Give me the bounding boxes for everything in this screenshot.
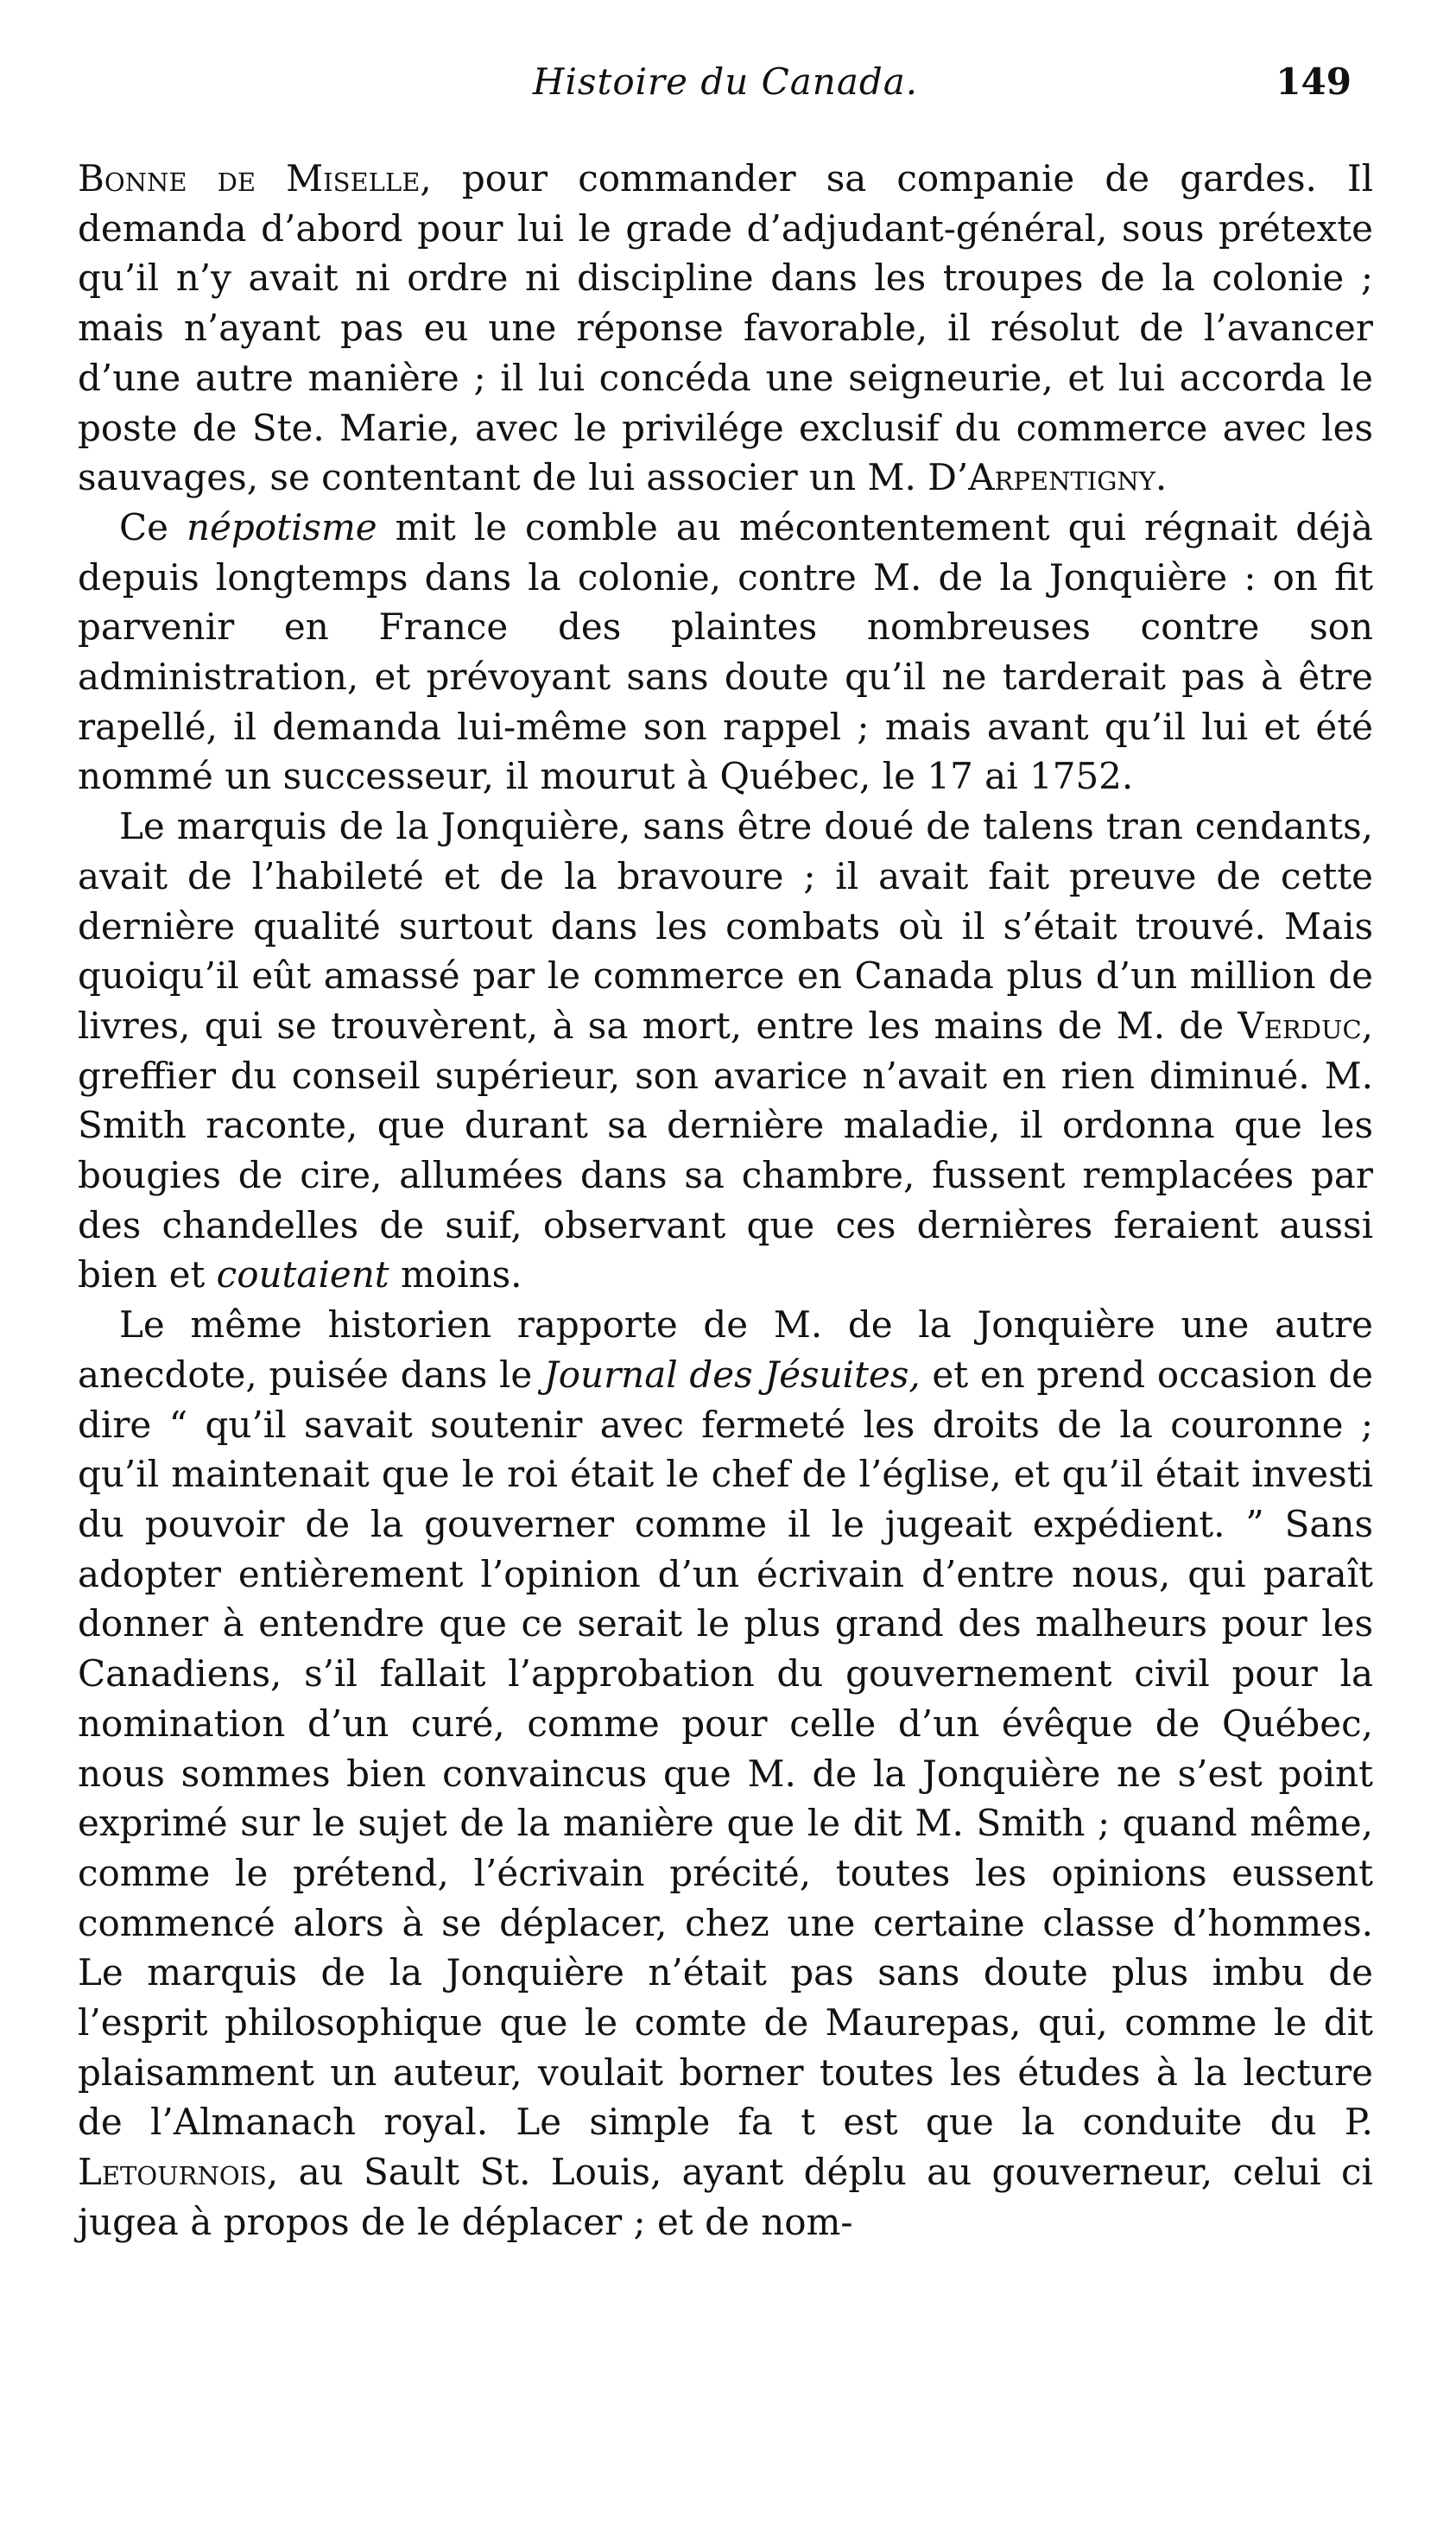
text-segment: Le marquis de la Jonquière, sans être doué de talens tran cendants, avait de l’habileté et de la bravoure ; il avait fait preuve de cette dernière qualité surtout dans les combats où il s’était trouvé. Mais quoiqu’il eût amassé par le commerce en Canada plus d’un million de livres, qui se trouvèrent, à sa mort, entre les mains de M. de: [78, 805, 1373, 1047]
running-head: [78, 52, 1373, 130]
italic-text: Journal des Jésuites,: [543, 1353, 921, 1396]
italic-text: népotisme: [187, 505, 377, 548]
small-caps-name: Bonne de Miselle,: [78, 157, 432, 200]
italic-text: coutaient: [216, 1253, 389, 1296]
paragraph: [78, 802, 1373, 1300]
running-title: Histoire du Canada.: [532, 60, 919, 103]
text-segment: Ce: [119, 505, 187, 548]
small-caps-name: Letournois,: [78, 2151, 279, 2194]
body-text: [78, 154, 1373, 2247]
small-caps-name: Verduc,: [1238, 1004, 1373, 1047]
document-page: [78, 52, 1373, 2505]
text-segment: moins.: [389, 1253, 522, 1296]
text-segment: greffier du conseil supérieur, son avarice n’avait en rien diminué. M. Smith raconte, que durant sa dernière maladie, il ordonna que les bougies de cire, allumées dans sa chambre, fussent remplacées par des chandelles de suif, observant que ces dernières feraient aussi bien et: [78, 1054, 1373, 1296]
paragraph: [78, 1300, 1373, 2247]
text-segment: au Sault St. Louis, ayant déplu au gouverneur, celui ci jugea à propos de le déplacer ; et de nom-: [78, 2151, 1373, 2243]
text-segment: mit le comble au mécontentement qui régnait déjà depuis longtemps dans la colonie, contre M. de la Jonquière : on fit parvenir en France des plaintes nombreuses contre son administration, et prévoyant sans doute qu’il ne tarderait pas à être rapellé, il demanda lui-même son rappel ; mais avant qu’il lui et été nommé un successeur, il mourut à Québec, le 17 ai 1752.: [78, 505, 1374, 798]
text-segment: Le même historien rapporte de M. de la Jonquière une autre anecdote, puisée dans le: [78, 1303, 1373, 1396]
small-caps-name: D’Arpentigny.: [927, 456, 1168, 499]
text-segment: pour commander sa companie de gardes. Il demanda d’abord pour lui le grade d’adjudant-général, sous prétexte qu’il n’y avait ni ordre ni discipline dans les troupes de la colonie ; mais n’ayant pas eu une réponse favorable, il résolut de l’avancer d’une autre manière ; il lui concéda une seigneurie, et lui accorda le poste de Ste. Marie, avec le privilége exclusif du commerce avec les sauvages, se contentant de lui associer un M.: [78, 157, 1373, 499]
paragraph: [78, 154, 1373, 503]
text-segment: et en prend occasion de dire “ qu’il savait soutenir avec fermeté les droits de la couronne ; qu’il maintenait que le roi était le chef de l’église, et qu’il était investi du pouvoir de la gouverner comme il le jugeait expédient. ” Sans adopter entièrement l’opinion d’un écrivain d’entre nous, qui paraît donner à entendre que ce serait le plus grand des malheurs pour les Canadiens, s’il fallait l’approbation du gouvernement civil pour la nomination d’un curé, comme pour celle d’un évêque de Québec, nous sommes bien convaincus que M. de la Jonquière ne s’est point exprimé sur le sujet de la manière que le dit M. Smith ; quand même, comme le prétend, l’écrivain précité, toutes les opinions eussent commencé alors à se déplacer, chez une certaine classe d’hommes. Le marquis de la Jonquière n’était pas sans doute plus imbu de l’esprit philosophique que le comte de Maurepas, qui, comme le dit plaisamment un auteur, voulait borner toutes les études à la lecture de l’Almanach royal. Le simple fa t est que la conduite du P.: [78, 1353, 1373, 2144]
paragraph: [78, 503, 1373, 802]
page-number: 149: [1276, 60, 1352, 103]
